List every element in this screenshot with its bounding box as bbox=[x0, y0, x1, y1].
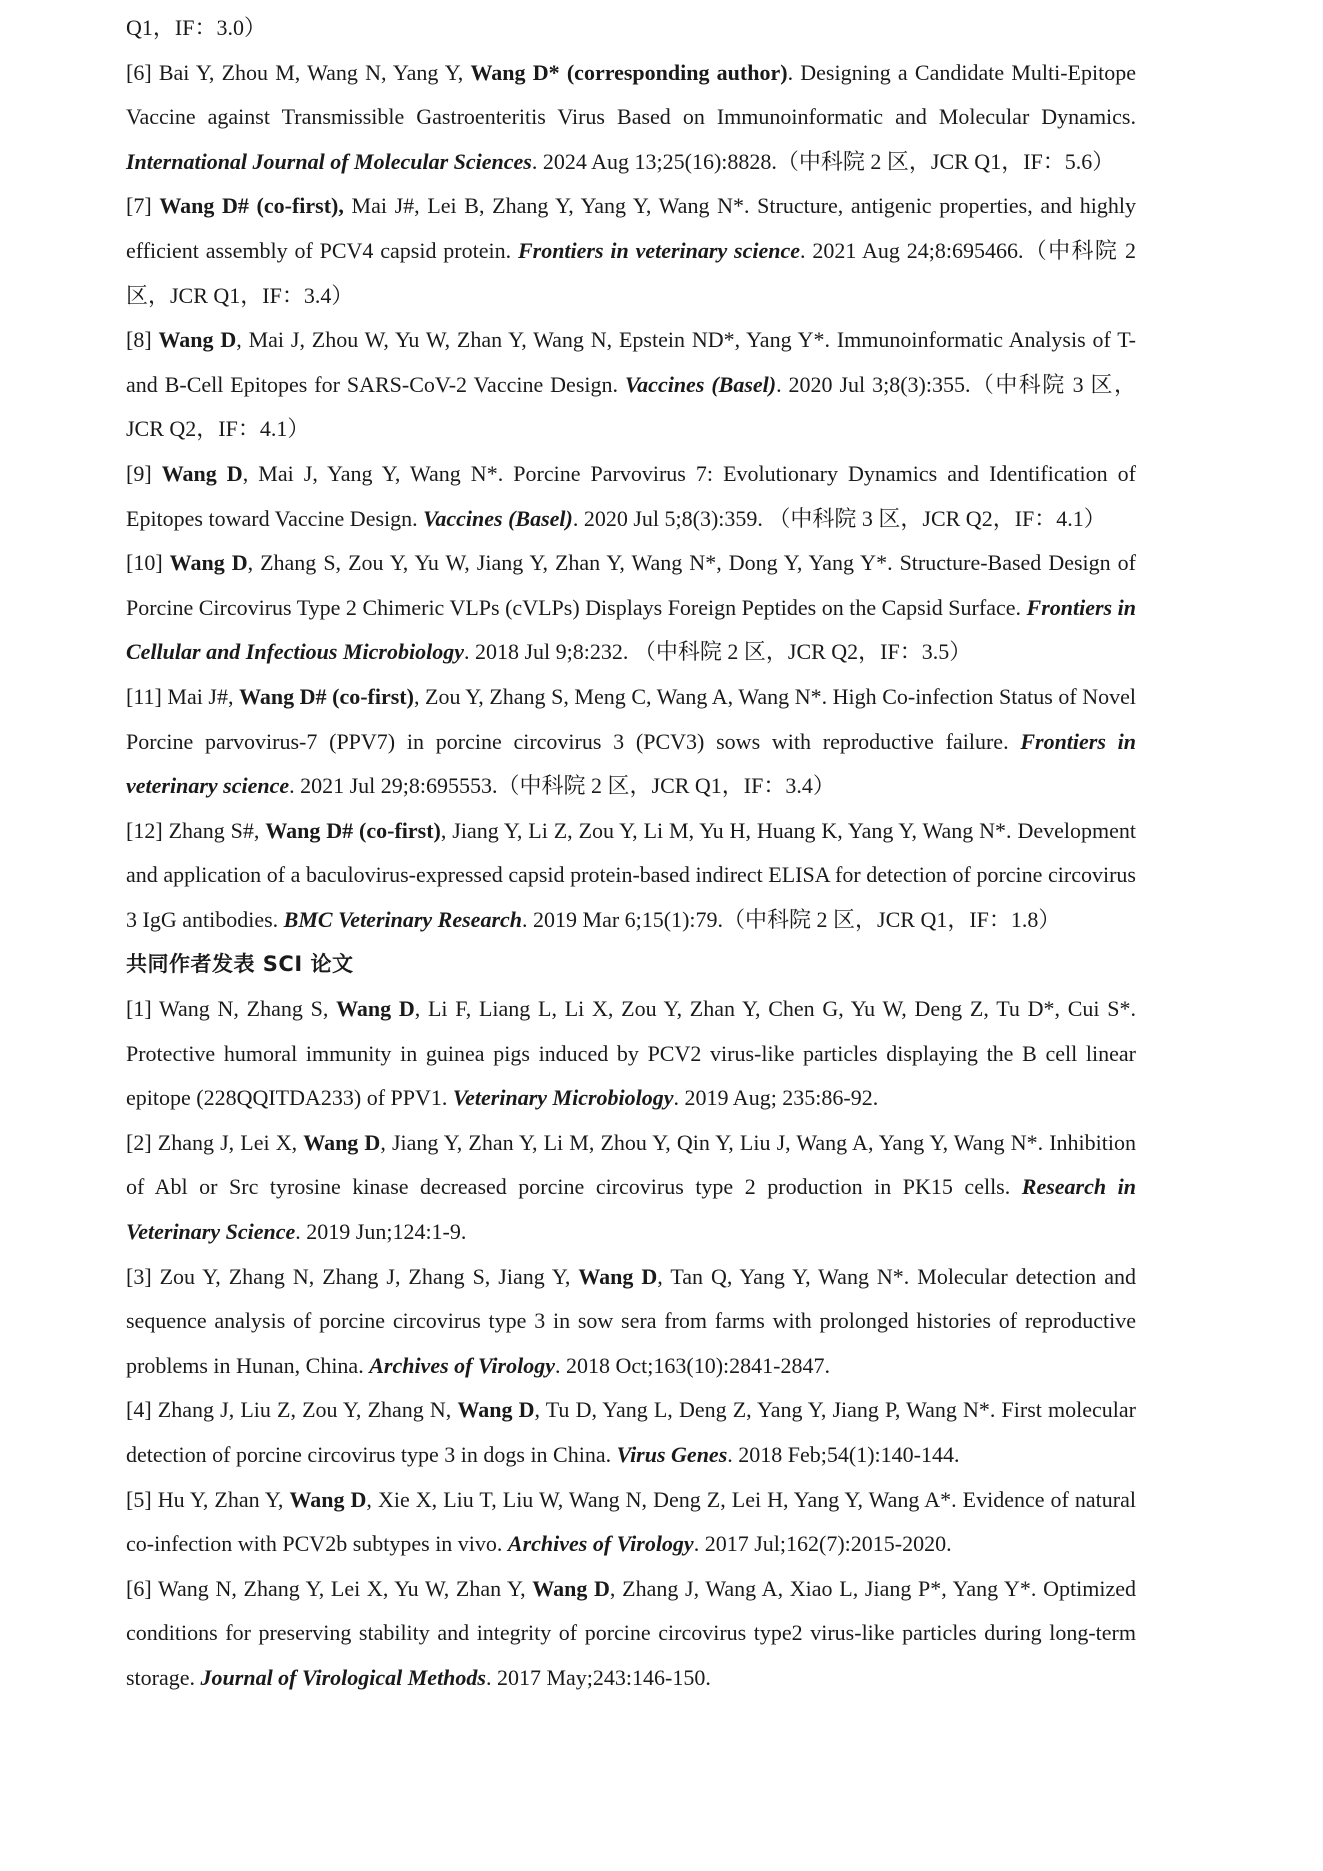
ref-authors: Zhang J, Lei X, bbox=[151, 1129, 304, 1155]
ref-details: . 2019 Aug; 235:86-92. bbox=[673, 1085, 879, 1111]
ref-number: [5] bbox=[126, 1486, 152, 1512]
ref-details: . 2021 Jul 29;8:695553.（中科院 2 区，JCR Q1，IF：3.4） bbox=[289, 773, 835, 799]
ref-journal: Veterinary Microbiology bbox=[452, 1085, 674, 1111]
reference-item bbox=[126, 184, 1136, 318]
ref-title: , Zhang S, Zou Y, Yu W, Jiang Y, Zhan Y, Wang N*, Dong Y, Yang Y*. Structure-Based Design of Porcine Circovirus Type 2 Chimeric VLPs (cVLPs) Displays Foreign Peptides on the Capsid Surface. bbox=[126, 550, 1136, 620]
ref-highlight-author: Wang D# (co-first) bbox=[265, 817, 441, 843]
ref-number: [6] bbox=[126, 59, 152, 85]
ref-details: . 2024 Aug 13;25(16):8828.（中科院 2 区，JCR Q1，IF：5.6） bbox=[531, 148, 1115, 174]
ref-number: [3] bbox=[126, 1263, 152, 1289]
ref-authors: Bai Y, Zhou M, Wang N, Yang Y, bbox=[151, 59, 471, 85]
reference-item bbox=[126, 1121, 1136, 1255]
ref-number: [7] bbox=[126, 193, 152, 219]
reference-item bbox=[126, 452, 1136, 541]
continuation-text: Q1，IF：3.0） bbox=[126, 15, 266, 40]
ref-journal: Journal of Virological Methods bbox=[200, 1664, 486, 1690]
reference-item bbox=[126, 318, 1136, 452]
reference-item bbox=[126, 809, 1136, 943]
ref-title: , Jiang Y, Zhan Y, Li M, Zhou Y, Qin Y, Liu J, Wang A, Yang Y, Wang N*. Inhibition of Abl or Src tyrosine kinase decreased porcine circovirus type 2 production in PK15 cells. bbox=[126, 1129, 1136, 1200]
ref-title: Mai J#, Lei B, Zhang Y, Yang Y, Wang N*. Structure, antigenic properties, and highly efficient assembly of PCV4 capsid protein. bbox=[126, 193, 1136, 263]
ref-authors: Hu Y, Zhan Y, bbox=[151, 1486, 290, 1512]
reference-item bbox=[126, 987, 1136, 1121]
reference-item bbox=[126, 675, 1136, 809]
ref-journal: Virus Genes bbox=[616, 1442, 728, 1467]
ref-highlight-author: Wang D bbox=[457, 1397, 535, 1423]
reference-item bbox=[126, 51, 1136, 185]
ref-authors: Zou Y, Zhang N, Zhang J, Zhang S, Jiang Y, bbox=[151, 1263, 579, 1289]
ref-journal: BMC Veterinary Research bbox=[283, 906, 523, 932]
ref-highlight-author: Wang D bbox=[169, 550, 248, 576]
ref-highlight-author: Wang D bbox=[303, 1129, 381, 1155]
ref-title: , Mai J, Zhou W, Yu W, Zhan Y, Wang N, Epstein ND*, Yang Y*. Immunoinformatic Analysis of T- and B-Cell Epitopes for SARS-CoV-2 Vaccine Design. bbox=[126, 327, 1136, 397]
ref-journal: Archives of Virology bbox=[507, 1531, 694, 1557]
ref-authors bbox=[152, 327, 159, 352]
ref-highlight-author: Wang D* (corresponding author) bbox=[470, 59, 788, 85]
ref-title: , Jiang Y, Li Z, Zou Y, Li M, Yu H, Huang K, Yang Y, Wang N*. Development and application of a baculovirus-expressed capsid protein-based indirect ELISA for detection of porcine circovirus 3 IgG antibodies. bbox=[126, 817, 1136, 932]
ref-highlight-author: Wang D bbox=[532, 1575, 610, 1601]
ref-journal: Frontiers in Cellular and Infectious Microbiology bbox=[126, 594, 1136, 665]
ref-details: . 2018 Oct;163(10):2841-2847. bbox=[554, 1352, 830, 1378]
ref-number: [4] bbox=[126, 1397, 152, 1423]
ref-number: [11] bbox=[126, 683, 162, 709]
reference-item bbox=[126, 1478, 1136, 1567]
ref-details: . 2019 Mar 6;15(1):79.（中科院 2 区，JCR Q1，IF：1.8） bbox=[522, 906, 1061, 932]
ref-details: . 2020 Jul 3;8(3):355.（中科院 3 区，JCR Q2，IF：4.1） bbox=[126, 371, 1136, 442]
ref-title: , Tu D, Yang L, Deng Z, Yang Y, Jiang P, Wang N*. First molecular detection of porcine circovirus type 3 in dogs in China. bbox=[126, 1397, 1136, 1467]
ref-number: [2] bbox=[126, 1129, 152, 1155]
ref-highlight-author: Wang D bbox=[578, 1263, 658, 1289]
ref-details: . 2018 Feb;54(1):140-144. bbox=[727, 1442, 960, 1467]
ref-journal: International Journal of Molecular Sciences bbox=[126, 148, 532, 174]
ref-authors: Mai J#, bbox=[161, 683, 240, 709]
ref-details: . 2018 Jul 9;8:232. （中科院 2 区，JCR Q2，IF：3.5） bbox=[463, 639, 972, 665]
ref-highlight-author: Wang D bbox=[161, 460, 243, 486]
ref-number: [8] bbox=[126, 327, 152, 353]
ref-number: [6] bbox=[126, 1575, 152, 1601]
co-author-list bbox=[126, 987, 1136, 1701]
ref-journal: Frontiers in veterinary science bbox=[126, 728, 1137, 799]
ref-journal: Vaccines (Basel) bbox=[423, 505, 573, 531]
ref-number: [12] bbox=[126, 817, 163, 843]
ref-title: , Zhang J, Wang A, Xiao L, Jiang P*, Yang Y*. Optimized conditions for preserving stability and integrity of porcine circovirus type2 virus-like particles during long-term storage. bbox=[126, 1575, 1136, 1690]
ref-details: . 2020 Jul 5;8(3):359. （中科院 3 区，JCR Q2，IF：4.1） bbox=[572, 505, 1106, 531]
reference-item bbox=[126, 1567, 1136, 1701]
ref-title: . Designing a Candidate Multi-Epitope Vaccine against Transmissible Gastroenteritis Virus Based on Immunoinformatic and Molecular Dynamics. bbox=[126, 59, 1136, 130]
ref-details: . 2017 May;243:146-150. bbox=[485, 1664, 711, 1690]
ref-number: [10] bbox=[126, 550, 163, 576]
ref-number: [9] bbox=[126, 460, 152, 486]
ref-highlight-author: Wang D# (co-first) bbox=[239, 683, 414, 709]
ref-title: , Mai J, Yang Y, Wang N*. Porcine Parvovirus 7: Evolutionary Dynamics and Identification of Epitopes toward Vaccine Design. bbox=[126, 460, 1137, 531]
ref-journal: Frontiers in veterinary science bbox=[517, 237, 801, 263]
ref-number: [1] bbox=[126, 996, 152, 1022]
ref-title: , Li F, Liang L, Li X, Zou Y, Zhan Y, Chen G, Yu W, Deng Z, Tu D*, Cui S*. Protective humoral immunity in guinea pigs induced by PCV2 virus-like particles displaying the B cell linear epitope (228QQITDA233) of PPV1. bbox=[126, 996, 1136, 1111]
ref-journal: Research in Veterinary Science bbox=[126, 1174, 1136, 1245]
ref-highlight-author: Wang D bbox=[158, 327, 237, 353]
ref-authors: Wang N, Zhang S, bbox=[151, 996, 337, 1022]
first-author-list bbox=[126, 51, 1136, 943]
ref-title: , Xie X, Liu T, Liu W, Wang N, Deng Z, Lei H, Yang Y, Wang A*. Evidence of natural co-infection with PCV2b subtypes in vivo. bbox=[126, 1486, 1137, 1557]
ref-authors: Zhang S#, bbox=[162, 817, 266, 843]
ref-authors: Zhang J, Liu Z, Zou Y, Zhang N, bbox=[151, 1397, 458, 1423]
ref-title: , Tan Q, Yang Y, Wang N*. Molecular detection and sequence analysis of porcine circovirus type 3 in sow sera from farms with prolonged histories of reproductive problems in Hunan, China. bbox=[126, 1263, 1136, 1378]
ref-details: . 2017 Jul;162(7):2015-2020. bbox=[693, 1531, 952, 1557]
document-page bbox=[126, 6, 1136, 1701]
ref-highlight-author: Wang D# (co-first), bbox=[159, 193, 344, 219]
ref-details: . 2021 Aug 24;8:695466.（中科院 2 区，JCR Q1，IF：3.4） bbox=[126, 237, 1137, 308]
ref-details: . 2019 Jun;124:1-9. bbox=[295, 1219, 467, 1245]
ref-authors bbox=[163, 550, 170, 575]
ref-authors bbox=[152, 461, 162, 486]
ref-journal: Vaccines (Basel) bbox=[624, 371, 777, 397]
ref-journal: Archives of Virology bbox=[369, 1352, 555, 1378]
ref-authors: Wang N, Zhang Y, Lei X, Yu W, Zhan Y, bbox=[151, 1575, 533, 1601]
reference-item bbox=[126, 1255, 1136, 1389]
ref-highlight-author: Wang D bbox=[336, 996, 415, 1022]
ref-title: , Zou Y, Zhang S, Meng C, Wang A, Wang N*. High Co-infection Status of Novel Porcine parvovirus-7 (PPV7) in porcine circovirus 3 (PCV3) sows with reproductive failure. bbox=[126, 683, 1137, 754]
ref-highlight-author: Wang D bbox=[289, 1486, 367, 1512]
reference-item bbox=[126, 541, 1136, 675]
section-heading: 共同作者发表 SCI 论文 bbox=[126, 952, 354, 977]
reference-item bbox=[126, 1388, 1136, 1477]
